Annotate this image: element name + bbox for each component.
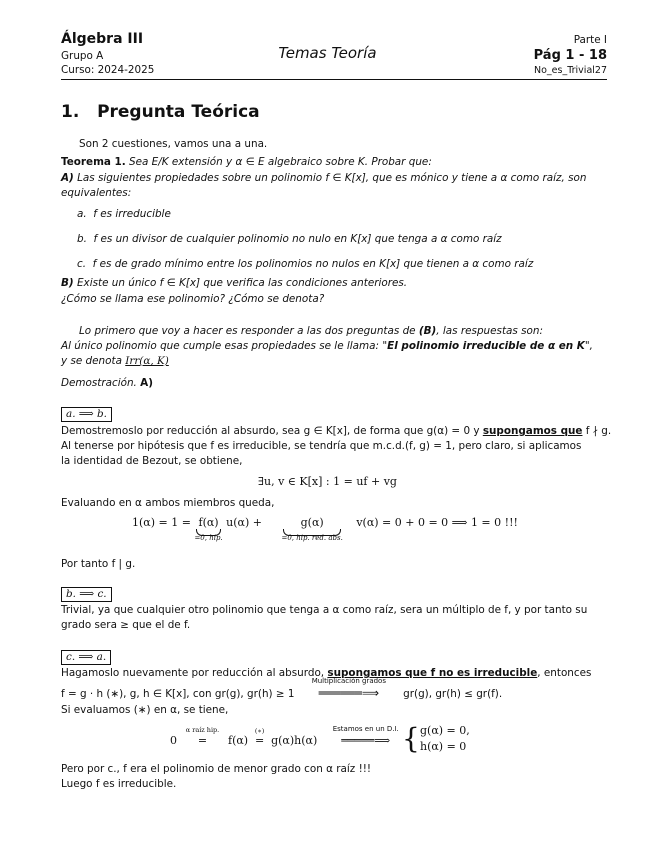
item-label: c.: [77, 258, 87, 270]
item-label: b.: [77, 233, 87, 245]
answer-text: Lo primero que voy a hacer es responder a las dos preguntas de: [79, 325, 419, 337]
answer-text: Al único polinomio que cumple esas propiedades se le llama: ": [61, 340, 388, 352]
step-bc-box: b. ⟹ c.: [61, 587, 112, 602]
section-heading: [61, 102, 260, 122]
system-eq2: h(α) = 0: [420, 740, 467, 753]
long-implies-arrow: ══════⟹: [318, 686, 380, 700]
step-ab-line1: [61, 425, 611, 437]
demo-label: Demostración.: [61, 377, 137, 389]
group-label: Grupo A: [61, 50, 104, 62]
step-ca-line4: Pero por c., f era el polinomio de menor grado con α raíz !!!: [61, 763, 372, 775]
demo-part: A): [140, 377, 153, 389]
section-number: 1.: [61, 102, 80, 122]
brace-note: =0, hip.: [194, 534, 223, 542]
step-ab-line2: Al tenerse por hipótesis que f es irreducible, se tendría que m.c.d.(f, g) = 1, pero claro, si aplicamos: [61, 440, 582, 452]
irr-notation: Irr(α, K): [125, 355, 169, 367]
bezout-equation: ∃u, v ∈ K[x] : 1 = uf + vg: [258, 475, 397, 488]
step-ca-box-wrap: [61, 650, 111, 665]
brace-note: =0, hip. red. abs.: [281, 534, 343, 542]
theorem-label: Teorema 1.: [61, 156, 126, 168]
eq-f: f(α): [198, 516, 219, 529]
answer-line2: [61, 340, 593, 352]
answer-text: , las respuestas son:: [436, 325, 543, 337]
item-text: f es irreducible: [93, 208, 171, 220]
arrow-label: Multiplicación grados: [311, 677, 386, 685]
course-title: Álgebra III: [61, 31, 144, 47]
year-label: Curso: 2024-2025: [61, 64, 155, 76]
step-ca-line5: Luego f es irreducible.: [61, 778, 177, 790]
brace-g: [281, 516, 342, 542]
bold-underline: supongamos que: [482, 425, 583, 437]
eq-part: 0: [170, 734, 177, 747]
part-a-label: A): [61, 172, 74, 184]
labeled-arrow: [304, 677, 394, 700]
step-ab-line3: la identidad de Bezout, se obtiene,: [61, 455, 243, 467]
long-implies-arrow: ═════⟹: [341, 734, 391, 747]
step-ab-conclusion: Por tanto f | g.: [61, 558, 136, 570]
step-ca-line2: [61, 677, 503, 700]
evaluation-equation: [132, 516, 518, 542]
demo-heading: [61, 377, 153, 389]
part-a-line1: Las siguientes propiedades sobre un polinomio f ∈ K[x], que es mónico y tiene a α como raíz, son: [77, 172, 587, 184]
item-label: a.: [77, 208, 87, 220]
equals-label: (∗): [254, 727, 265, 735]
page-number: Pág 1 - 18: [533, 48, 607, 63]
labeled-equals: α raíz hip. =: [181, 734, 225, 747]
step-bc-line1: Trivial, ya que cualquier otro polinomio que tenga a α como raíz, sera un múltiplo de f, y por tanto su: [61, 604, 588, 616]
theorem-part-b: [61, 277, 407, 289]
step-bc-line2: grado sera ≥ que el de f.: [61, 619, 191, 631]
item-text: f es de grado mínimo entre los polinomios no nulos en K[x] que tienen a α como raíz: [92, 258, 534, 270]
bold-underline: supongamos que f no es irreducible: [327, 667, 538, 679]
step-ca-box: c. ⟹ a.: [61, 650, 111, 665]
step-ca-line3: Si evaluamos (∗) en α, se tiene,: [61, 704, 229, 716]
eq-part: u(α) +: [226, 516, 262, 529]
answer-bold: (B): [418, 325, 437, 337]
labeled-equals: (∗) =: [252, 734, 268, 747]
eq-part: g(α)h(α): [271, 734, 318, 747]
text: Demostremoslo por reducción al absurdo, sea g ∈ K[x], de forma que g(α) = 0 y: [61, 425, 483, 437]
eq-part: 1(α) = 1 =: [132, 516, 191, 529]
step-ab-line4: Evaluando en α ambos miembros queda,: [61, 497, 275, 509]
step-bc-box-wrap: [61, 587, 112, 602]
answer-text: ",: [584, 340, 593, 352]
answer-line3: [61, 355, 169, 367]
header-rule: [61, 79, 607, 80]
answer-text: y se denota: [61, 355, 126, 367]
labeled-arrow: [325, 725, 407, 747]
section-title: Pregunta Teórica: [97, 102, 260, 122]
text: Hagamoslo nuevamente por reducción al absurdo,: [61, 667, 328, 679]
part-b-label: B): [61, 277, 74, 289]
step-ab-box: a. ⟹ b.: [61, 407, 112, 422]
part-label: Parte I: [573, 34, 607, 46]
system-eq1: g(α) = 0,: [420, 724, 470, 737]
answer-bold: El polinomio irreducible de α en K: [387, 340, 585, 352]
text: f = g · h (∗), g, h ∈ K[x], con gr(g), gr(h) ≥ 1: [61, 688, 295, 700]
intro-text: Son 2 cuestiones, vamos una a una.: [79, 138, 268, 150]
theorem-text: Sea E/K extensión y α ∈ E algebraico sobre K. Probar que:: [129, 156, 432, 168]
eq-part: f(α): [228, 734, 249, 747]
text: gr(g), gr(h) ≤ gr(f).: [403, 688, 503, 700]
item-text: f es un divisor de cualquier polinomio no nulo en K[x] que tenga a α como raíz: [93, 233, 502, 245]
arrow-label: Estamos en un D.I.: [332, 725, 399, 733]
part-a-line2: equivalentes:: [61, 187, 132, 199]
equals-label: α raíz hip.: [185, 726, 220, 734]
part-b-line1: Existe un único f ∈ K[x] que verifica las condiciones anteriores.: [76, 277, 408, 289]
theorem-part-a: [61, 172, 586, 184]
answer-line1: [79, 325, 543, 337]
list-item: [77, 258, 533, 270]
text: , entonces: [537, 667, 592, 679]
header-center-title: Temas Teoría: [278, 44, 377, 62]
evaluation-chain: [170, 725, 411, 747]
eq-g: g(α): [300, 516, 324, 529]
eq-part: v(α) = 0 + 0 = 0 ⟹ 1 = 0 !!!: [356, 516, 518, 529]
brace-f: [194, 516, 222, 542]
text: f ∤ g.: [582, 425, 612, 437]
author-label: No_es_Trivial27: [534, 65, 607, 76]
left-brace: {: [402, 722, 420, 755]
list-item: [77, 233, 502, 245]
list-item: [77, 208, 171, 220]
theorem-statement: [61, 156, 432, 168]
part-b-line2: ¿Cómo se llama ese polinomio? ¿Cómo se denota?: [61, 293, 325, 305]
step-ab-box-wrap: [61, 407, 112, 422]
